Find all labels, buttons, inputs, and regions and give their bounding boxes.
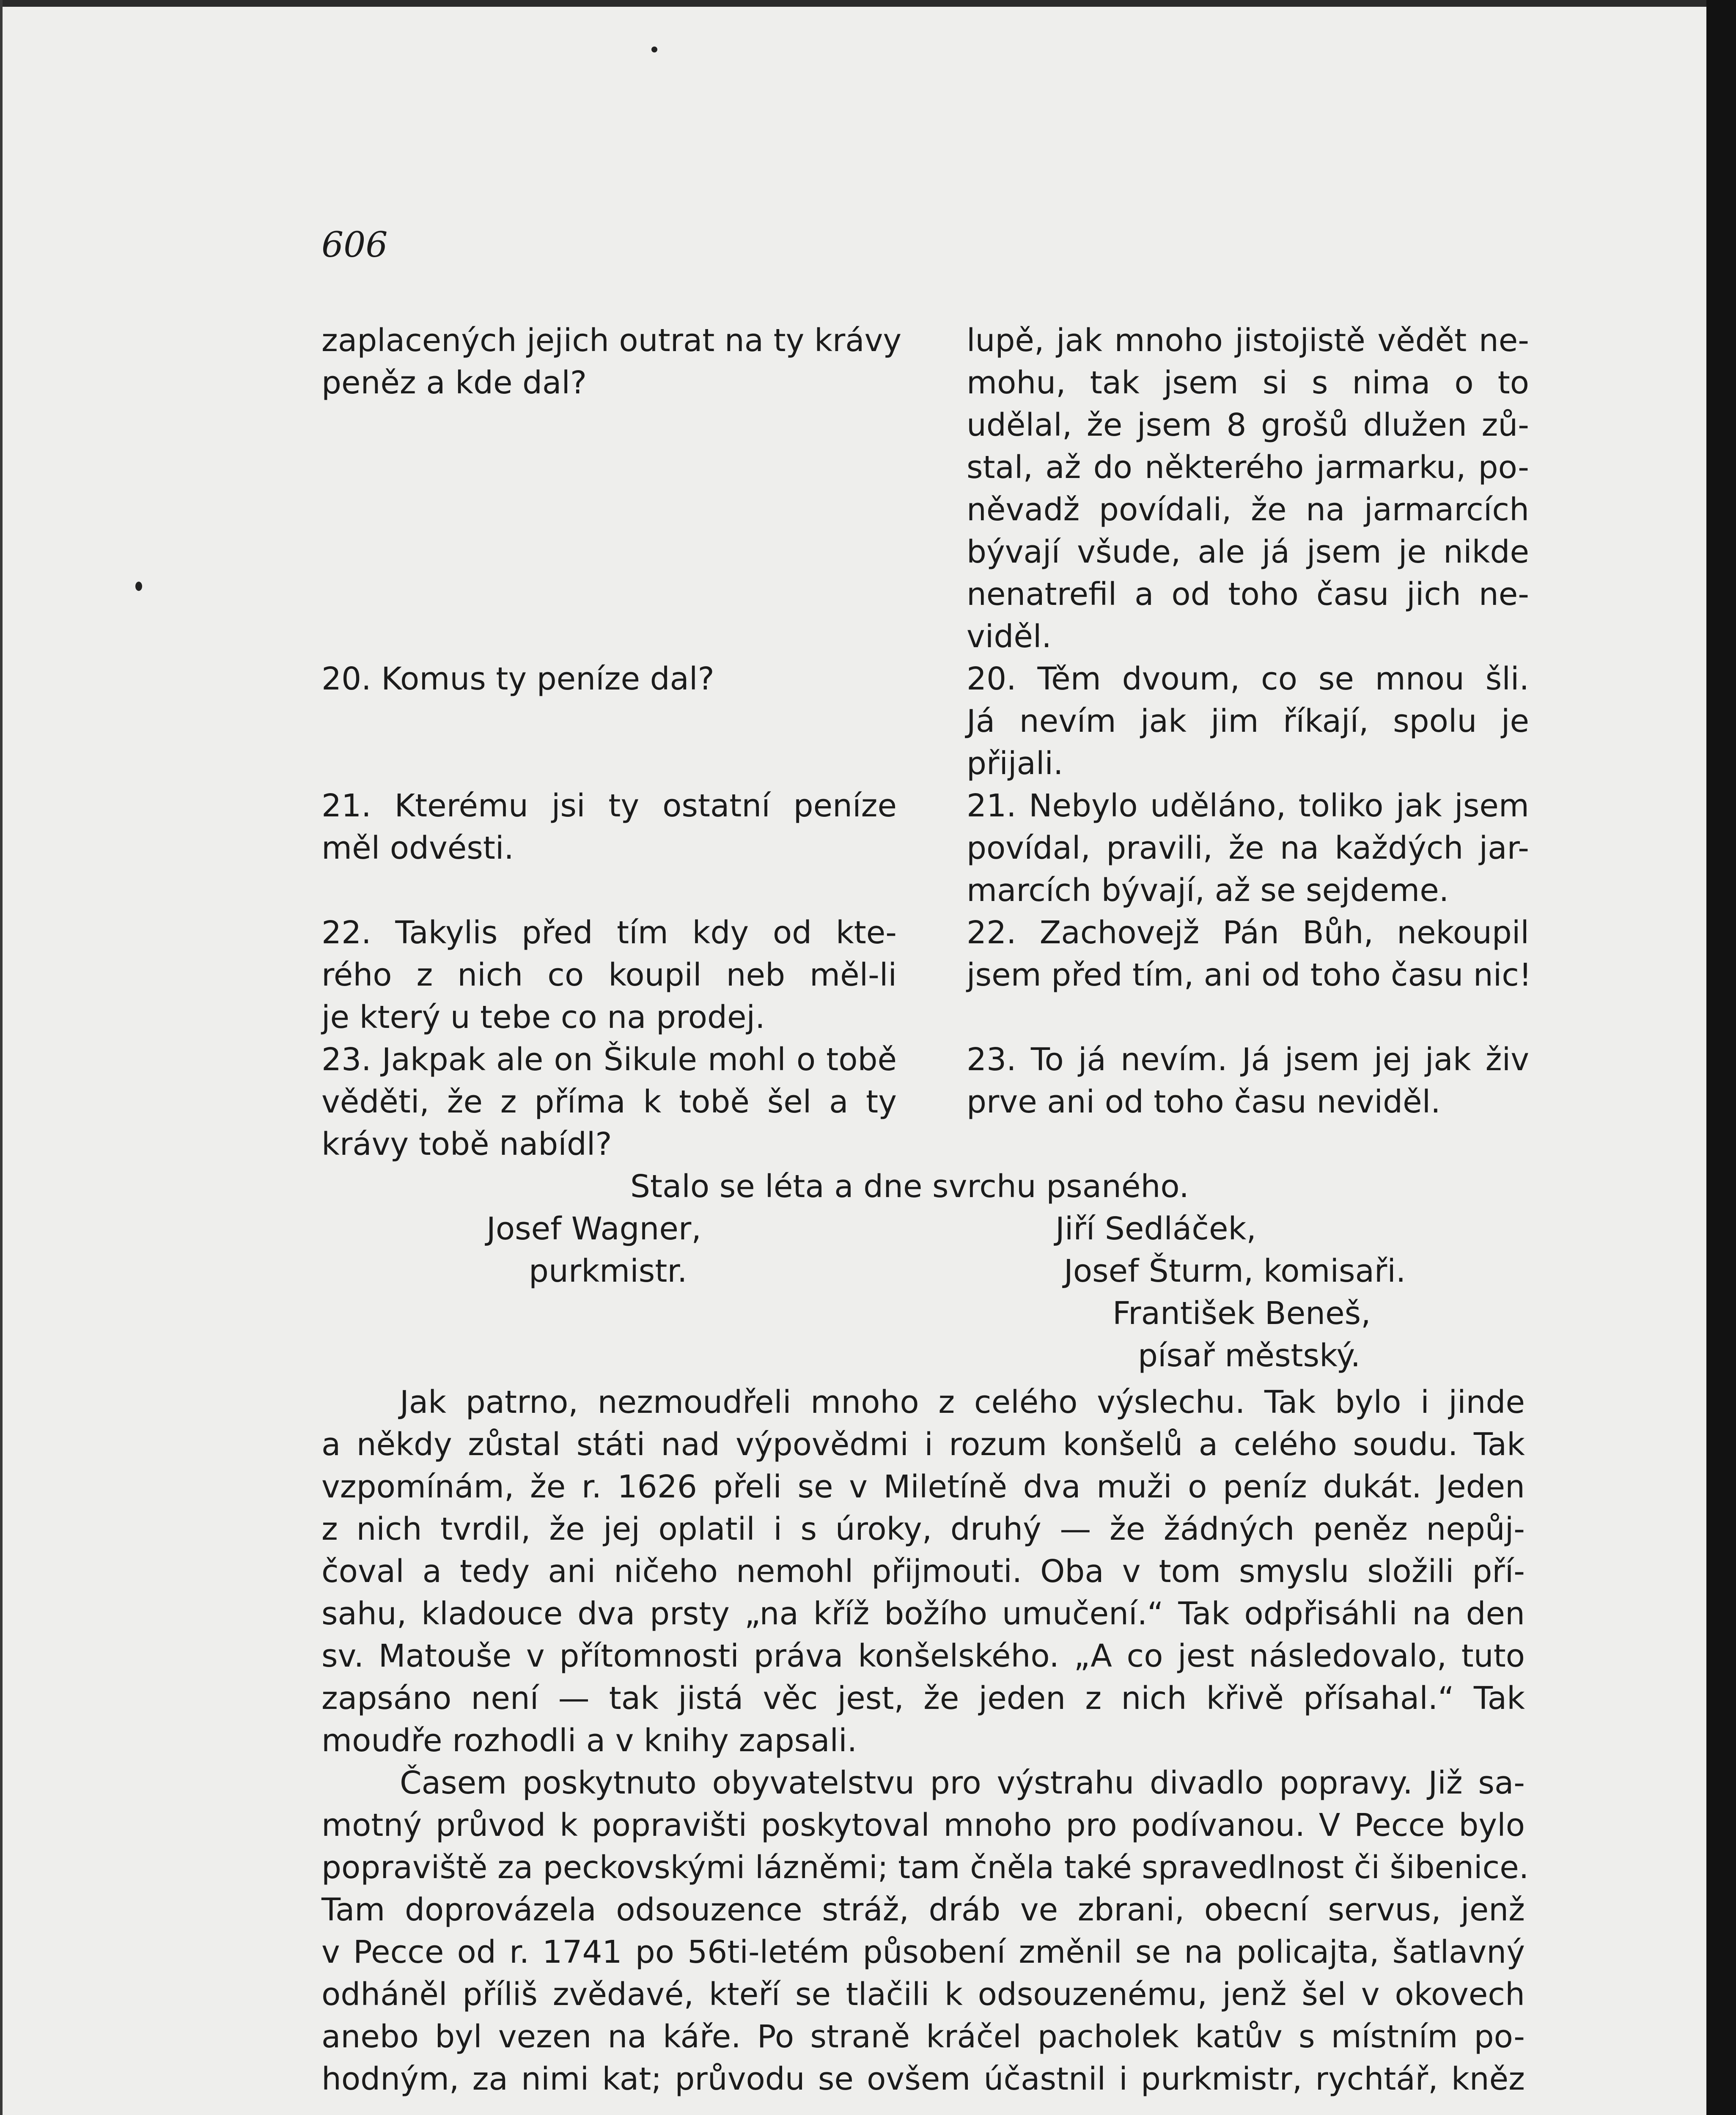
mayor-title: purkmistr. xyxy=(529,1253,687,1289)
text-line: udělal, že jsem 8 grošů dlužen zů- xyxy=(967,407,1529,443)
text-line: měl odvésti. xyxy=(321,830,514,866)
text-line: je který u tebe co na prodej. xyxy=(321,999,765,1036)
text-line: zaplacených jejich outrat na ty krávy xyxy=(321,322,902,359)
text-line: z nich tvrdil, že jej oplatil i s úroky, druhý — že žádných peněz nepůj- xyxy=(321,1511,1525,1547)
text-line: motný průvod k popravišti poskytoval mnoho pro podívanou. V Pecce bylo xyxy=(321,1807,1525,1843)
text-line: a někdy zůstal státi nad výpovědmi i rozum konšelů a celého soudu. Tak xyxy=(321,1426,1525,1463)
page-number: 606 xyxy=(321,225,388,265)
paragraph xyxy=(321,1381,1525,1762)
text-line: sahu, kladouce dva prsty „na kříž božího umučení.“ Tak odpřisáhli na den xyxy=(321,1596,1525,1632)
text-line: prve ani od toho času neviděl. xyxy=(967,1084,1441,1120)
text-line: vzpomínám, že r. 1626 přeli se v Miletíně dva muži o peníz dukát. Jeden xyxy=(321,1469,1525,1505)
text-line: 20. Komus ty peníze dal? xyxy=(321,661,714,697)
date-line: Stalo se léta a dne svrchu psaného. xyxy=(630,1168,1189,1205)
answer-23 xyxy=(967,1038,1529,1123)
text-line: viděl. xyxy=(967,618,1052,655)
question-20 xyxy=(321,658,897,700)
text-line: 22. Zachovejž Pán Bůh, nekoupil xyxy=(967,915,1529,951)
text-line: Časem poskytnuto obyvatelstvu pro výstrahu divadlo popravy. Již sa- xyxy=(400,1765,1525,1801)
text-line: moudře rozhodli a v knihy zapsali. xyxy=(321,1722,857,1759)
clerk-name: František Beneš, xyxy=(1112,1295,1371,1332)
question-23 xyxy=(321,1038,897,1165)
text-line: 23. Jakpak ale on Šikule mohl o tobě xyxy=(321,1041,897,1078)
text-line: v Pecce od r. 1741 po 56ti-letém působení změnil se na policajta, šatlavný xyxy=(321,1934,1525,1970)
text-line: nenatrefil a od toho času jich ne- xyxy=(967,576,1529,613)
text-line: sv. Matouše v přítomnosti práva konšelského. „A co jest následovalo, tuto xyxy=(321,1638,1525,1674)
text-line: 22. Takylis před tím kdy od kte- xyxy=(321,915,897,951)
text-line: 23. To já nevím. Já jsem jej jak živ xyxy=(967,1041,1529,1078)
text-line: rého z nich co koupil neb měl-li xyxy=(321,957,897,993)
scan-edge-right xyxy=(1706,0,1736,2115)
text-line: anebo byl vezen na káře. Po straně kráčel pacholek katův s místním po- xyxy=(321,2019,1525,2055)
question-19 xyxy=(321,319,902,404)
text-line: popraviště za peckovskými lázněmi; tam čněla také spravedlnost či šibenice. xyxy=(321,1849,1529,1886)
answer-21 xyxy=(967,785,1529,912)
text-line: povídal, pravili, že na každých jar- xyxy=(967,830,1529,866)
ink-speck xyxy=(135,582,142,591)
text-line: 21. Nebylo uděláno, toliko jak jsem xyxy=(967,788,1529,824)
ink-speck xyxy=(651,47,657,52)
answer-19 xyxy=(967,319,1529,658)
clerk-title: písař městský. xyxy=(1138,1338,1361,1374)
text-line: marcích bývají, až se sejdeme. xyxy=(967,872,1449,909)
text-line: přijali. xyxy=(967,745,1063,782)
text-line: 20. Těm dvoum, co se mnou šli. xyxy=(967,661,1529,697)
commissioner-2: Josef Šturm, komisaři. xyxy=(1064,1253,1406,1289)
question-21 xyxy=(321,785,897,869)
text-line: 21. Kterému jsi ty ostatní peníze xyxy=(321,788,897,824)
text-line: krávy tobě nabídl? xyxy=(321,1126,612,1162)
answer-22 xyxy=(967,912,1532,996)
text-line: odháněl příliš zvědavé, kteří se tlačili k odsouzenému, jenž šel v okovech xyxy=(321,1976,1525,2013)
text-line: peněz a kde dal? xyxy=(321,365,587,401)
scan-edge-top xyxy=(0,0,1736,7)
text-line: Já nevím jak jim říkají, spolu je xyxy=(967,703,1529,739)
text-line: jsem před tím, ani od toho času nic! xyxy=(967,957,1532,993)
text-line: hodným, za nimi kat; průvodu se ovšem účastnil i purkmistr, rychtář, kněz xyxy=(321,2061,1525,2097)
scan-edge-left xyxy=(0,0,3,2115)
commissioner-1: Jiří Sedláček, xyxy=(1055,1211,1256,1247)
text-line: Jak patrno, nezmoudřeli mnoho z celého výslechu. Tak bylo i jinde xyxy=(400,1384,1525,1420)
text-line: čoval a tedy ani ničeho nemohl přijmouti. Oba v tom smyslu složili pří- xyxy=(321,1553,1525,1590)
text-line: mohu, tak jsem si s nima o to xyxy=(967,365,1529,401)
text-line: věděti, že z přímа k tobě šel a ty xyxy=(321,1084,897,1120)
text-line: něvadž povídali, že na jarmarcích xyxy=(967,492,1529,528)
question-22 xyxy=(321,912,897,1038)
mayor-name: Josef Wagner, xyxy=(486,1211,701,1247)
text-line: bývají všude, ale já jsem je nikde xyxy=(967,534,1529,570)
text-line: stal, až do některého jarmarku, po- xyxy=(967,449,1529,486)
text-line: zapsáno není — tak jistá věc jest, že jeden z nich křivě přísahal.“ Tak xyxy=(321,1680,1525,1717)
body-text xyxy=(321,1381,1529,2100)
text-line: Tam doprovázela odsouzence stráž, dráb ve zbrani, obecní servus, jenž xyxy=(321,1892,1525,1928)
text-line: lupě, jak mnoho jistojistě vědět ne- xyxy=(967,322,1529,359)
paragraph xyxy=(321,1762,1529,2100)
answer-20 xyxy=(967,658,1529,785)
